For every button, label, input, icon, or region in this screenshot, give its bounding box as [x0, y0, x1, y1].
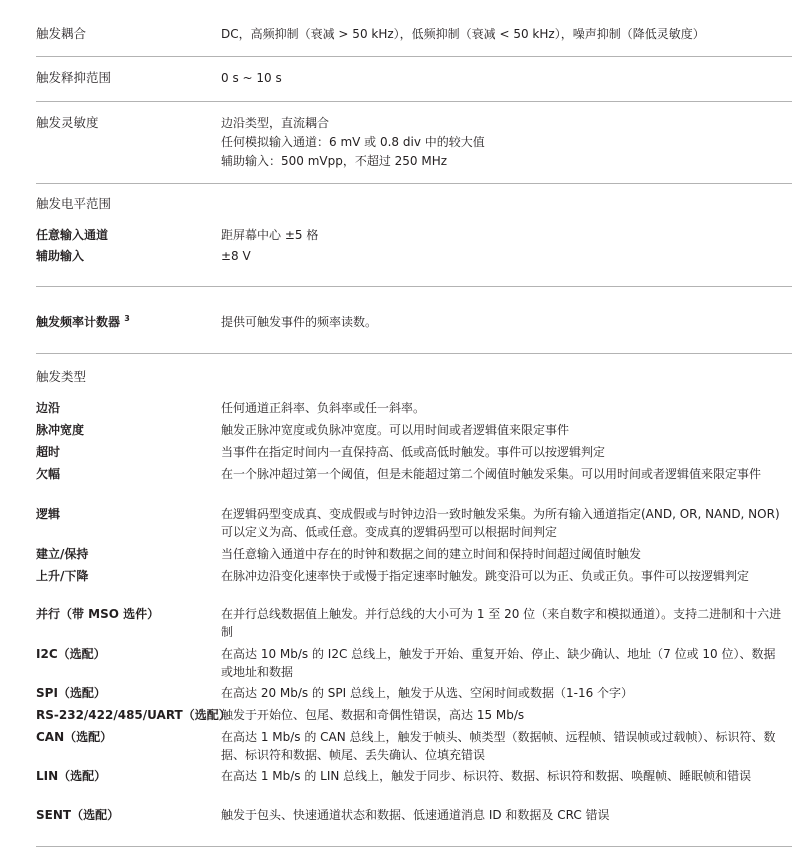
trigger-type-label: SPI（选配）: [36, 686, 106, 700]
trigger-type-label: 超时: [36, 445, 61, 459]
trigger-type-desc: 当事件在指定时间内一直保持高、低或高低时触发。事件可以按逻辑判定: [221, 445, 606, 459]
trigger-type-label: 建立/保持: [36, 547, 89, 561]
divider: [36, 286, 792, 287]
trigger-type-desc: 在脉冲边沿变化速率快于或慢于指定速率时触发。跳变沿可以为正、负或正负。事件可以按逻辑判定: [221, 569, 750, 583]
trigger-type-label: 边沿: [36, 401, 61, 415]
level-row-label: 辅助输入: [36, 249, 85, 263]
trigger-type-label: 并行（带 MSO 选件）: [36, 607, 160, 621]
trigger-type-desc: 在一个脉冲超过第一个阈值，但是未能超过第二个阈值时触发采集。可以用时间或者逻辑值来限定事件: [221, 467, 762, 481]
trigger-coupling-label: 触发耦合: [36, 26, 87, 41]
trigger-sensitivity-label: 触发灵敏度: [36, 115, 99, 130]
trigger-counter-label-text: 触发频率计数器: [36, 315, 121, 329]
divider: [36, 101, 792, 102]
trigger-type-desc: 在逻辑码型变成真、变成假或与时钟边沿一致时触发采集。为所有输入通道指定(AND, OR, NAND, NOR) 可以定义为高、低或任意。变成真的逻辑码型可以根据时间判定: [221, 507, 780, 539]
trigger-level-range-title: 触发电平范围: [36, 196, 112, 211]
level-row-value: 距屏幕中心 ±5 格: [221, 228, 319, 242]
trigger-holdoff-value: 0 s ~ 10 s: [221, 71, 282, 85]
trigger-counter-value: 提供可触发事件的频率读数。: [221, 315, 378, 329]
trigger-type-desc: 在并行总线数据值上触发。并行总线的大小可为 1 至 20 位（来自数字和模拟通道）。支持二进制和十六进制: [221, 607, 782, 639]
trigger-type-desc: 当任意输入通道中存在的时钟和数据之间的建立时间和保持时间超过阈值时触发: [221, 547, 642, 561]
trigger-types-title: 触发类型: [36, 369, 87, 384]
trigger-sensitivity-line-3: 辅助输入：500 mVpp，不超过 250 MHz: [221, 154, 448, 168]
trigger-type-label: RS-232/422/485/UART（选配）: [36, 708, 231, 722]
level-row-label: 任意输入通道: [36, 228, 109, 242]
trigger-type-desc: 在高达 1 Mb/s 的 CAN 总线上，触发于帧头、帧类型（数据帧、远程帧、错误帧或过载帧）、标识符、数据、标识符和数据、帧尾、丢失确认、位填充错误: [221, 730, 776, 762]
trigger-holdoff-label: 触发释抑范围: [36, 70, 112, 85]
trigger-type-label: 脉冲宽度: [36, 423, 85, 437]
trigger-sensitivity-line-2: 任何模拟输入通道：6 mV 或 0.8 div 中的较大值: [221, 135, 485, 149]
level-row-value: ±8 V: [221, 249, 251, 263]
trigger-type-desc: 触发于开始位、包尾、数据和奇偶性错误，高达 15 Mb/s: [221, 708, 525, 722]
trigger-type-desc: 在高达 1 Mb/s 的 LIN 总线上，触发于同步、标识符、数据、标识符和数据、唤醒帧、睡眠帧和错误: [221, 769, 752, 783]
trigger-type-label: 欠幅: [36, 467, 61, 481]
trigger-sensitivity-line-1: 边沿类型，直流耦合: [221, 116, 330, 130]
trigger-type-label: SENT（选配）: [36, 808, 120, 822]
trigger-type-desc: 触发正脉冲宽度或负脉冲宽度。可以用时间或者逻辑值来限定事件: [221, 423, 570, 437]
trigger-type-label: I2C（选配）: [36, 647, 106, 661]
divider: [36, 846, 792, 847]
divider: [36, 56, 792, 57]
trigger-type-label: CAN（选配）: [36, 730, 113, 744]
divider: [36, 353, 792, 354]
trigger-type-label: 上升/下降: [36, 569, 89, 583]
trigger-coupling-value: DC，高频抑制（衰减 > 50 kHz），低频抑制（衰减 < 50 kHz），噪声抑制（降低灵敏度）: [221, 27, 705, 41]
trigger-type-label: 逻辑: [36, 507, 61, 521]
divider: [36, 183, 792, 184]
trigger-type-desc: 在高达 20 Mb/s 的 SPI 总线上，触发于从选、空闲时间或数据（1-16 个字）: [221, 686, 634, 700]
trigger-counter-label: [36, 313, 130, 331]
trigger-type-desc: 触发于包头、快速通道状态和数据、低速通道消息 ID 和数据及 CRC 错误: [221, 808, 610, 822]
trigger-type-label: LIN（选配）: [36, 769, 107, 783]
trigger-type-desc: 任何通道正斜率、负斜率或任一斜率。: [221, 401, 426, 415]
footnote-marker: 3: [124, 314, 130, 323]
trigger-type-desc: 在高达 10 Mb/s 的 I2C 总线上，触发于开始、重复开始、停止、缺少确认、地址（7 位或 10 位）、数据或地址和数据: [221, 647, 776, 679]
